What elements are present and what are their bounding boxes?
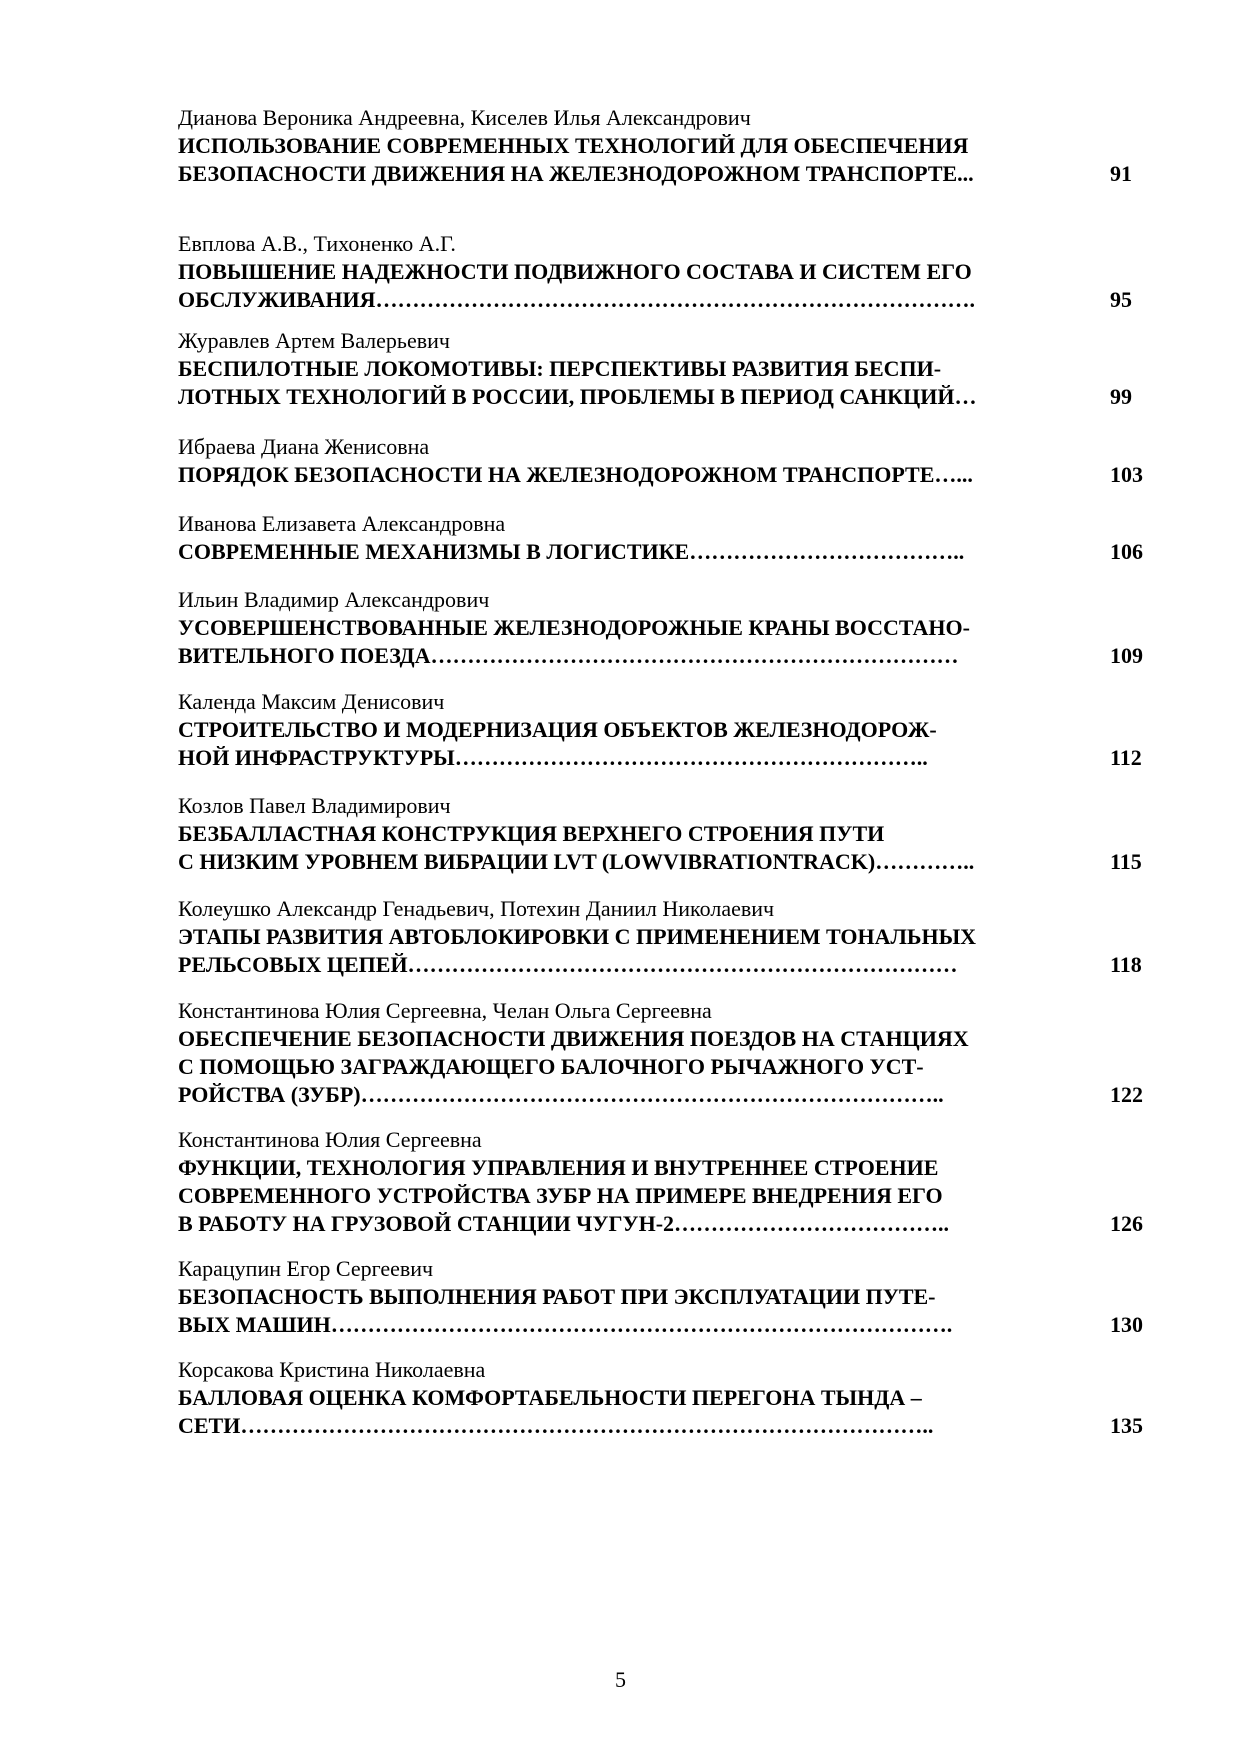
page-footer-number: 5 xyxy=(615,1667,626,1692)
entry-title-line: ВИТЕЛЬНОГО ПОЕЗДА……………………………………………………………… xyxy=(178,643,959,668)
entry-title-line: ИСПОЛЬЗОВАНИЕ СОВРЕМЕННЫХ ТЕХНОЛОГИЙ ДЛЯ ОБЕСПЕЧЕНИЯ xyxy=(178,133,969,158)
entry-page-number: 95 xyxy=(1110,287,1132,312)
entry-authors: Ибраева Диана Женисовна xyxy=(178,434,430,459)
toc-entry xyxy=(178,433,1158,489)
toc-entry xyxy=(178,104,1158,188)
entry-authors: Козлов Павел Владимирович xyxy=(178,793,451,818)
entry-page-number: 135 xyxy=(1110,1413,1143,1438)
entry-title xyxy=(178,258,1093,314)
entry-authors: Календа Максим Денисович xyxy=(178,689,445,714)
toc-entry xyxy=(178,586,1158,670)
entry-title-line: В РАБОТУ НА ГРУЗОВОЙ СТАНЦИИ ЧУГУН-2……………………………….. xyxy=(178,1211,950,1236)
entry-title xyxy=(178,538,1093,566)
toc-entry xyxy=(178,1356,1158,1440)
toc-entry xyxy=(178,327,1158,411)
entry-title-line: БЕЗОПАСНОСТЬ ВЫПОЛНЕНИЯ РАБОТ ПРИ ЭКСПЛУАТАЦИИ ПУТЕ- xyxy=(178,1284,936,1309)
entry-authors: Журавлев Артем Валерьевич xyxy=(178,328,450,353)
entry-page-number: 109 xyxy=(1110,643,1143,668)
entry-title-line: СТРОИТЕЛЬСТВО И МОДЕРНИЗАЦИЯ ОБЪЕКТОВ ЖЕЛЕЗНОДОРОЖ- xyxy=(178,717,937,742)
entry-page-number: 91 xyxy=(1110,161,1132,186)
entry-title xyxy=(178,614,1093,670)
entry-title-line: СЕТИ………………………………………………………………………………….. xyxy=(178,1413,934,1438)
toc-entry xyxy=(178,895,1158,979)
entry-title xyxy=(178,461,1093,489)
entry-authors: Константинова Юлия Сергеевна xyxy=(178,1127,482,1152)
entry-authors: Константинова Юлия Сергеевна, Челан Ольга Сергеевна xyxy=(178,998,712,1023)
entry-title-line: ОБЕСПЕЧЕНИЕ БЕЗОПАСНОСТИ ДВИЖЕНИЯ ПОЕЗДОВ НА СТАНЦИЯХ xyxy=(178,1026,969,1051)
toc-entry xyxy=(178,688,1158,772)
entry-authors: Евплова А.В., Тихоненко А.Г. xyxy=(178,231,456,256)
entry-authors: Колеушко Александр Генадьевич, Потехин Даниил Николаевич xyxy=(178,896,775,921)
entry-title-line: ВЫХ МАШИН…………………………………………………………………………. xyxy=(178,1312,953,1337)
entry-title xyxy=(178,820,1093,876)
entry-authors: Иванова Елизавета Александровна xyxy=(178,511,506,536)
entry-title xyxy=(178,132,1093,188)
entry-title-line: ПОВЫШЕНИЕ НАДЕЖНОСТИ ПОДВИЖНОГО СОСТАВА И СИСТЕМ ЕГО xyxy=(178,259,972,284)
entry-title xyxy=(178,716,1093,772)
entry-authors: Ильин Владимир Александрович xyxy=(178,587,490,612)
toc-entry xyxy=(178,1255,1158,1339)
entry-title-line: РЕЛЬСОВЫХ ЦЕПЕЙ………………………………………………………………… xyxy=(178,952,958,977)
toc-entry xyxy=(178,510,1158,566)
entry-page-number: 130 xyxy=(1110,1312,1143,1337)
entry-title-line: ЭТАПЫ РАЗВИТИЯ АВТОБЛОКИРОВКИ С ПРИМЕНЕНИЕМ ТОНАЛЬНЫХ xyxy=(178,924,977,949)
entry-authors: Дианова Вероника Андреевна, Киселев Илья Александрович xyxy=(178,105,751,130)
toc-entry xyxy=(178,1126,1158,1238)
entry-title-line: БЕЗОПАСНОСТИ ДВИЖЕНИЯ НА ЖЕЛЕЗНОДОРОЖНОМ ТРАНСПОРТЕ... xyxy=(178,161,974,186)
entry-title-line: БЕЗБАЛЛАСТНАЯ КОНСТРУКЦИЯ ВЕРХНЕГО СТРОЕНИЯ ПУТИ xyxy=(178,821,885,846)
entry-page-number: 112 xyxy=(1110,745,1142,770)
entry-page-number: 118 xyxy=(1110,952,1142,977)
entry-title-line: ФУНКЦИИ, ТЕХНОЛОГИЯ УПРАВЛЕНИЯ И ВНУТРЕННЕЕ СТРОЕНИЕ xyxy=(178,1155,939,1180)
entry-page-number: 126 xyxy=(1110,1211,1143,1236)
entry-title-line: РОЙСТВА (ЗУБР)…………………………………………………………………….. xyxy=(178,1082,944,1107)
toc-entry xyxy=(178,230,1158,314)
entry-title xyxy=(178,1384,1093,1440)
entry-page-number: 115 xyxy=(1110,849,1142,874)
entry-title-line: С ПОМОЩЬЮ ЗАГРАЖДАЮЩЕГО БАЛОЧНОГО РЫЧАЖНОГО УСТ- xyxy=(178,1054,924,1079)
entry-title xyxy=(178,355,1093,411)
entry-page-number: 106 xyxy=(1110,539,1143,564)
entry-authors: Корсакова Кристина Николаевна xyxy=(178,1357,486,1382)
entry-title-line: СОВРЕМЕННЫЕ МЕХАНИЗМЫ В ЛОГИСТИКЕ……………………………….. xyxy=(178,539,965,564)
entry-title-line: БЕСПИЛОТНЫЕ ЛОКОМОТИВЫ: ПЕРСПЕКТИВЫ РАЗВИТИЯ БЕСПИ- xyxy=(178,356,942,381)
entry-title-line: СОВРЕМЕННОГО УСТРОЙСТВА ЗУБР НА ПРИМЕРЕ ВНЕДРЕНИЯ ЕГО xyxy=(178,1183,943,1208)
entry-title-line: УСОВЕРШЕНСТВОВАННЫЕ ЖЕЛЕЗНОДОРОЖНЫЕ КРАНЫ ВОССТАНО- xyxy=(178,615,970,640)
entry-title-line: ОБСЛУЖИВАНИЯ………………………………………………………………………. xyxy=(178,287,976,312)
entry-page-number: 103 xyxy=(1110,462,1143,487)
toc-entry xyxy=(178,792,1158,876)
entry-page-number: 99 xyxy=(1110,384,1132,409)
entry-page-number: 122 xyxy=(1110,1082,1143,1107)
entry-title-line: ПОРЯДОК БЕЗОПАСНОСТИ НА ЖЕЛЕЗНОДОРОЖНОМ ТРАНСПОРТЕ…... xyxy=(178,462,973,487)
entry-title xyxy=(178,1283,1093,1339)
toc-entry xyxy=(178,997,1158,1109)
entry-title-line: ЛОТНЫХ ТЕХНОЛОГИЙ В РОССИИ, ПРОБЛЕМЫ В ПЕРИОД САНКЦИЙ… xyxy=(178,384,977,409)
entry-title-line: НОЙ ИНФРАСТРУКТУРЫ……………………………………………………….. xyxy=(178,745,928,770)
entry-title-line: С НИЗКИМ УРОВНЕМ ВИБРАЦИИ LVT (LOWVIBRATIONTRACK)………….. xyxy=(178,849,975,874)
entry-title xyxy=(178,923,1093,979)
entry-title xyxy=(178,1025,1093,1109)
entry-authors: Карацупин Егор Сергеевич xyxy=(178,1256,434,1281)
entry-title xyxy=(178,1154,1093,1238)
entry-title-line: БАЛЛОВАЯ ОЦЕНКА КОМФОРТАБЕЛЬНОСТИ ПЕРЕГОНА ТЫНДА – xyxy=(178,1385,922,1410)
